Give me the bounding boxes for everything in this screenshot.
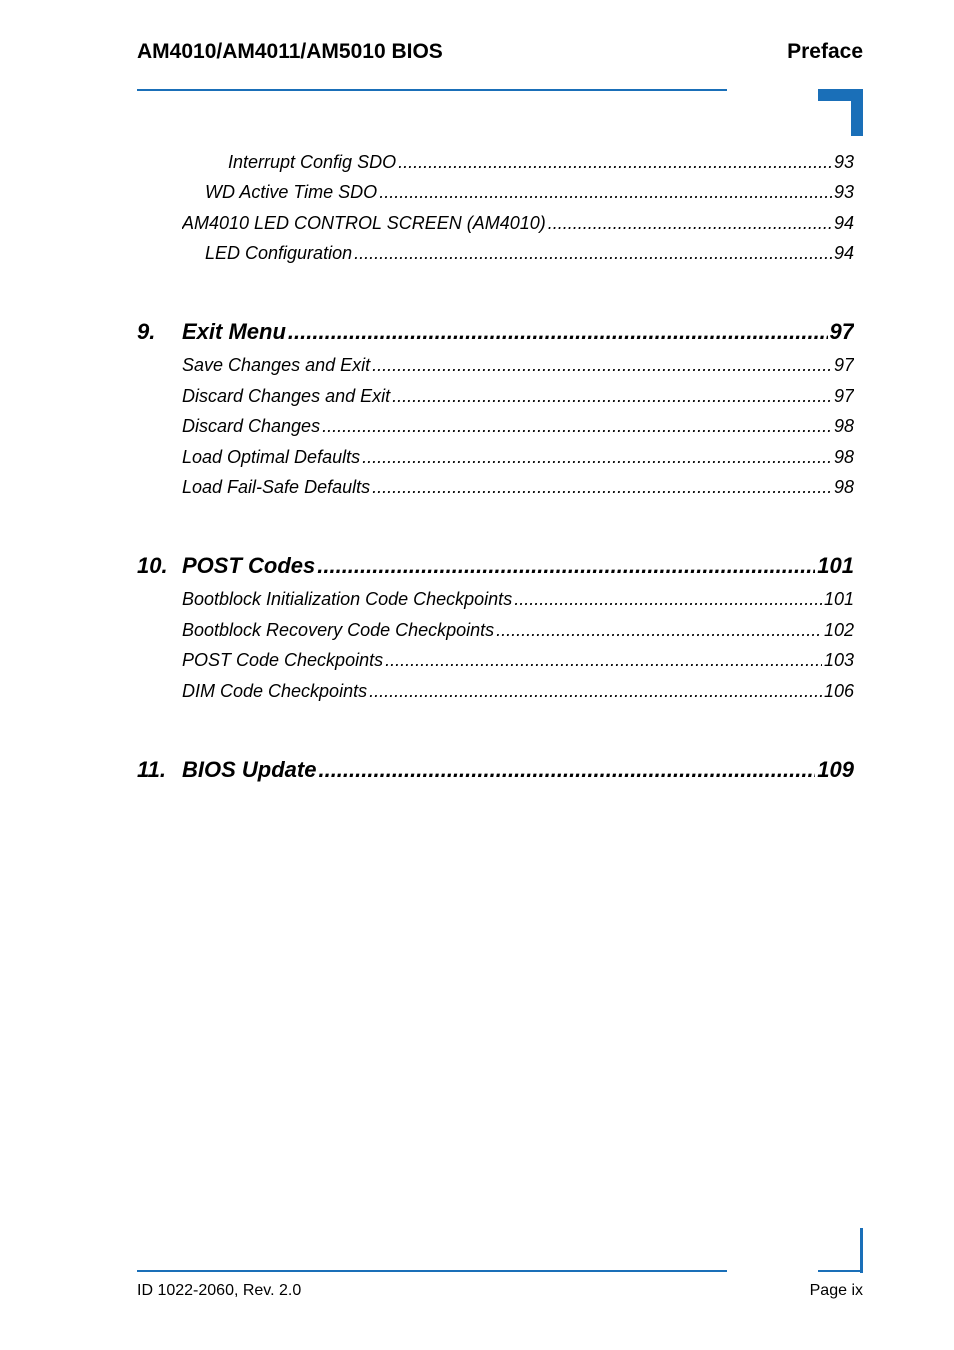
toc-entry-page: 101 bbox=[823, 589, 854, 609]
chapter-title: BIOS Update bbox=[182, 757, 317, 782]
toc-entry-label: WD Active Time SDO bbox=[205, 182, 378, 202]
toc-leader bbox=[379, 182, 832, 203]
toc-entry-label: Bootblock Recovery Code Checkpoints bbox=[182, 620, 495, 640]
toc-entry-page: 98 bbox=[833, 477, 854, 497]
toc-leader bbox=[372, 355, 832, 376]
toc-entry-page: 103 bbox=[823, 650, 854, 670]
footer-rule bbox=[137, 1270, 727, 1272]
corner-mark-bottom bbox=[860, 1228, 863, 1273]
toc-leader bbox=[362, 447, 832, 468]
chapter-title: Exit Menu bbox=[182, 319, 286, 344]
toc-entry[interactable] bbox=[205, 182, 854, 203]
chapter-number: 9. bbox=[137, 319, 156, 344]
toc-leader bbox=[514, 589, 822, 610]
toc-leader bbox=[318, 757, 815, 783]
toc-entry[interactable] bbox=[182, 416, 854, 437]
chapter-title: POST Codes bbox=[182, 553, 316, 578]
toc-leader bbox=[369, 681, 822, 702]
toc-entry-label: Discard Changes and Exit bbox=[182, 386, 391, 406]
toc-entry-label: DIM Code Checkpoints bbox=[182, 681, 368, 701]
chapter-page: 97 bbox=[829, 319, 854, 344]
toc-entry-page: 94 bbox=[833, 213, 854, 233]
chapter-number: 11. bbox=[137, 757, 166, 782]
toc-entry[interactable] bbox=[228, 152, 854, 173]
document-title: AM4010/AM4011/AM5010 BIOS bbox=[137, 40, 443, 63]
toc-leader bbox=[317, 553, 815, 579]
toc-entry-page: 97 bbox=[833, 355, 854, 375]
toc-leader bbox=[548, 213, 832, 234]
toc-entry-page: 98 bbox=[833, 416, 854, 436]
page-number: Page ix bbox=[809, 1282, 863, 1299]
chapter-page: 101 bbox=[817, 553, 854, 578]
toc-entry[interactable] bbox=[182, 386, 854, 407]
toc-entry-label: AM4010 LED CONTROL SCREEN (AM4010) bbox=[182, 213, 546, 233]
toc-entry[interactable] bbox=[182, 620, 854, 641]
toc-entry[interactable] bbox=[182, 589, 854, 610]
toc-entry[interactable] bbox=[182, 650, 854, 671]
toc-entry[interactable] bbox=[182, 681, 854, 702]
toc-entry-page: 97 bbox=[833, 386, 854, 406]
corner-mark-top-vertical bbox=[851, 89, 863, 136]
toc-entry[interactable] bbox=[182, 355, 854, 376]
toc-entry-page: 93 bbox=[833, 152, 854, 172]
toc-leader bbox=[322, 416, 832, 437]
header-rule bbox=[137, 89, 727, 91]
toc-entry-label: POST Code Checkpoints bbox=[182, 650, 384, 670]
toc-leader bbox=[392, 386, 832, 407]
toc-chapter-bios-update[interactable] bbox=[137, 757, 854, 783]
toc-leader bbox=[372, 477, 832, 498]
toc-entry-page: 94 bbox=[833, 243, 854, 263]
chapter-page: 109 bbox=[817, 757, 854, 782]
corner-mark-bottom-horizontal bbox=[818, 1270, 863, 1272]
toc-entry-page: 93 bbox=[833, 182, 854, 202]
toc-entry-page: 98 bbox=[833, 447, 854, 467]
toc-entry-page: 106 bbox=[823, 681, 854, 701]
toc-leader bbox=[385, 650, 822, 671]
toc-entry[interactable] bbox=[182, 447, 854, 468]
toc-entry[interactable] bbox=[182, 477, 854, 498]
toc-entry-label: LED Configuration bbox=[205, 243, 353, 263]
toc-entry-label: Discard Changes bbox=[182, 416, 321, 436]
toc-leader bbox=[354, 243, 832, 264]
toc-entry-page: 102 bbox=[823, 620, 854, 640]
toc-entry-label: Load Fail-Safe Defaults bbox=[182, 477, 371, 497]
toc-chapter-post-codes[interactable] bbox=[137, 553, 854, 579]
toc-chapter-exit-menu[interactable] bbox=[137, 319, 854, 345]
chapter-number: 10. bbox=[137, 553, 168, 578]
section-title: Preface bbox=[787, 40, 863, 63]
toc-entry[interactable] bbox=[205, 243, 854, 264]
toc-entry-label: Load Optimal Defaults bbox=[182, 447, 361, 467]
toc-leader bbox=[496, 620, 822, 641]
toc-entry[interactable] bbox=[182, 213, 854, 234]
document-id: ID 1022-2060, Rev. 2.0 bbox=[137, 1282, 302, 1299]
toc-entry-label: Save Changes and Exit bbox=[182, 355, 371, 375]
toc-leader bbox=[398, 152, 832, 173]
toc-leader bbox=[288, 319, 828, 345]
toc-entry-label: Bootblock Initialization Code Checkpoints bbox=[182, 589, 513, 609]
toc-entry-label: Interrupt Config SDO bbox=[228, 152, 397, 172]
